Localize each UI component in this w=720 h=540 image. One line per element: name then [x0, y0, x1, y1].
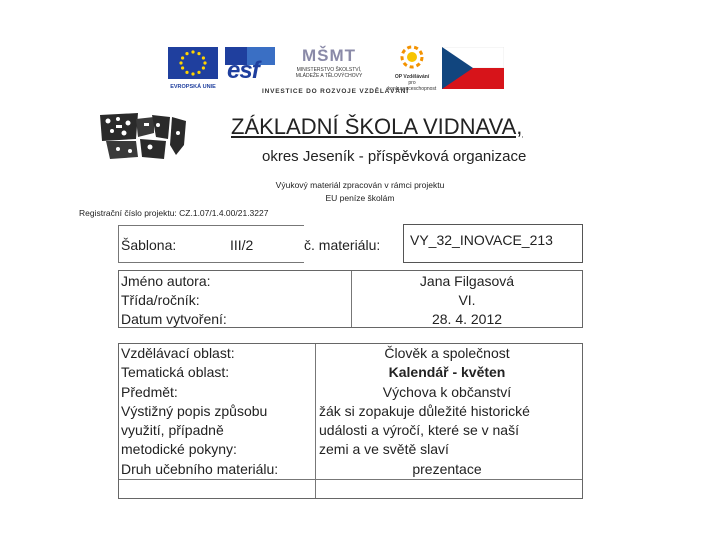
popis-label-line-3: metodické pokyny: — [121, 441, 237, 457]
op-logo — [386, 45, 438, 92]
date-label: Datum vytvoření: — [121, 311, 227, 327]
popis-label-line-1: Výstižný popis způsobu — [121, 403, 268, 419]
predmet-value: Výchova k občanství — [382, 384, 512, 400]
sablona-value: III/2 — [230, 237, 254, 253]
msmt-text: MŠMT — [301, 46, 357, 65]
investice-caption: INVESTICE DO ROZVOJE VZDĚLÁVÁNÍ — [262, 88, 409, 95]
czech-flag — [442, 47, 504, 89]
project-line-1: Výukový materiál zpracován v rámci projektu — [275, 180, 445, 190]
msmt-caption-1: MINISTERSTVO ŠKOLSTVÍ, — [296, 67, 362, 73]
msmt-logo — [280, 45, 378, 85]
material-number-label: č. materiálu: — [304, 237, 381, 253]
eu-logo — [165, 47, 221, 90]
oblast-value: Člověk a společnost — [384, 345, 510, 361]
school-name: ZÁKLADNÍ ŠKOLA VIDNAVA, — [231, 114, 523, 139]
czech-flag-icon — [442, 47, 504, 89]
popis-value-line-1: žák si zopakuje důležité historické — [319, 403, 530, 419]
project-line-2: EU peníze školám — [325, 193, 395, 203]
popis-value-line-3: zemi a ve světě slaví — [319, 441, 449, 457]
school-subtitle: okres Jeseník - příspěvková organizace — [262, 148, 527, 165]
template-row-left-line — [118, 225, 119, 262]
druh-value: prezentace — [412, 461, 482, 477]
op-logo-icon — [386, 45, 438, 69]
popis-label-line-2: využití, případně — [121, 422, 224, 438]
date-value: 28. 4. 2012 — [431, 311, 503, 327]
op-caption-2: pro konkurenceschopnost — [387, 80, 437, 92]
template-row-bottom-line — [118, 262, 304, 263]
sablona-label: Šablona: — [121, 237, 177, 253]
eu-caption: EVROPSKÁ UNIE — [170, 84, 216, 90]
predmet-label: Předmět: — [121, 384, 178, 400]
oblast-label: Vzdělávací oblast: — [121, 345, 235, 361]
esf-text: esf — [227, 57, 259, 84]
op-caption-1: OP Vzdělávání — [394, 74, 430, 80]
class-label: Třída/ročník: — [121, 292, 200, 308]
details-row-divider — [119, 479, 582, 480]
template-row-top-line — [118, 225, 304, 226]
material-number-value: VY_32_INOVACE_213 — [410, 232, 553, 248]
popis-value-line-2: události a výročí, které se v naší — [319, 422, 519, 438]
registration-number: Registrační číslo projektu: CZ.1.07/1.4.00/21.3227 — [79, 208, 269, 218]
druh-label: Druh učebního materiálu: — [121, 461, 279, 477]
msmt-caption-2: MLÁDEŽE A TĚLOVÝCHOVY — [295, 73, 363, 79]
school-logo-icon — [96, 111, 196, 163]
tema-label: Tematická oblast: — [121, 364, 230, 380]
author-value: Jana Filgasová — [419, 273, 515, 289]
class-value: VI. — [458, 292, 476, 308]
tema-value: Kalendář - květen — [388, 364, 506, 380]
esf-logo — [225, 47, 275, 83]
author-label: Jméno autora: — [121, 273, 211, 289]
eu-flag-icon — [165, 47, 221, 79]
school-logo — [96, 111, 196, 163]
